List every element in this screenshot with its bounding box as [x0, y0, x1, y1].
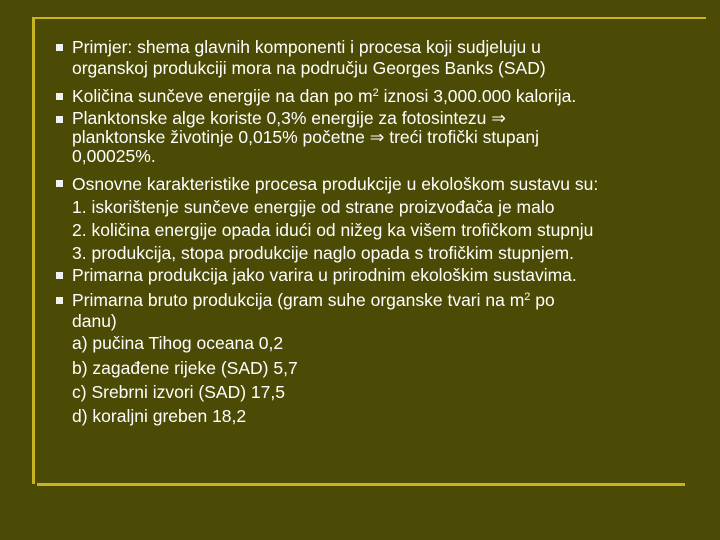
bullet-text [72, 37, 696, 79]
bullet-square-icon [56, 93, 63, 100]
text-line: planktonske životinje 0,015% početne ⇒ treći trofički stupanj [72, 127, 539, 147]
text-line: 3. produkcija, stopa produkcije naglo opada s trofičkim stupnjem. [72, 243, 574, 263]
text-fragment: iznosi 3,000.000 kalorija. [378, 86, 577, 106]
text-line: 1. iskorištenje sunčeve energije od strane proizvođača je malo [72, 197, 555, 217]
bullet-square-icon [56, 272, 63, 279]
text-line: d) koraljni greben 18,2 [72, 406, 247, 426]
text-fragment: Količina sunčeve energije na dan po m [72, 86, 373, 106]
text-line: Primarna produkcija jako varira u prirodnim ekološkim sustavima. [72, 265, 577, 285]
bullet-text [72, 109, 696, 166]
text-line: Osnovne karakteristike procesa produkcije u ekološkom sustavu su: [72, 174, 599, 194]
text-line: Primjer: shema glavnih komponenti i procesa koji sudjeluju u [72, 37, 541, 57]
bullet-text [72, 86, 696, 107]
bullet-square-icon [56, 297, 63, 304]
bullet-square-icon [56, 44, 63, 51]
text-line [72, 290, 696, 311]
bullet-square-icon [56, 180, 63, 187]
bullet-text [72, 290, 696, 428]
text-fragment: po [530, 290, 555, 310]
text-line: organskoj produkciji mora na području Georges Banks (SAD) [72, 58, 546, 78]
superscript: 2 [524, 291, 531, 303]
text-line: danu) [72, 311, 117, 331]
text-line: b) zagađene rijeke (SAD) 5,7 [72, 358, 298, 378]
text-line: 0,00025%. [72, 146, 156, 166]
text-line: c) Srebrni izvori (SAD) 17,5 [72, 382, 285, 402]
text-fragment: Primarna bruto produkcija (gram suhe organske tvari na m [72, 290, 525, 310]
text-line: a) pučina Tihog oceana 0,2 [72, 333, 284, 353]
superscript: 2 [372, 87, 379, 99]
text-line: Planktonske alge koriste 0,3% energije za fotosintezu ⇒ [72, 108, 506, 128]
bullet-text [72, 173, 696, 265]
text-line: 2. količina energije opada idući od nižeg ka višem trofičkom stupnju [72, 220, 594, 240]
bullet-text [72, 265, 696, 286]
text-line [72, 86, 696, 107]
bullet-square-icon [56, 116, 63, 123]
